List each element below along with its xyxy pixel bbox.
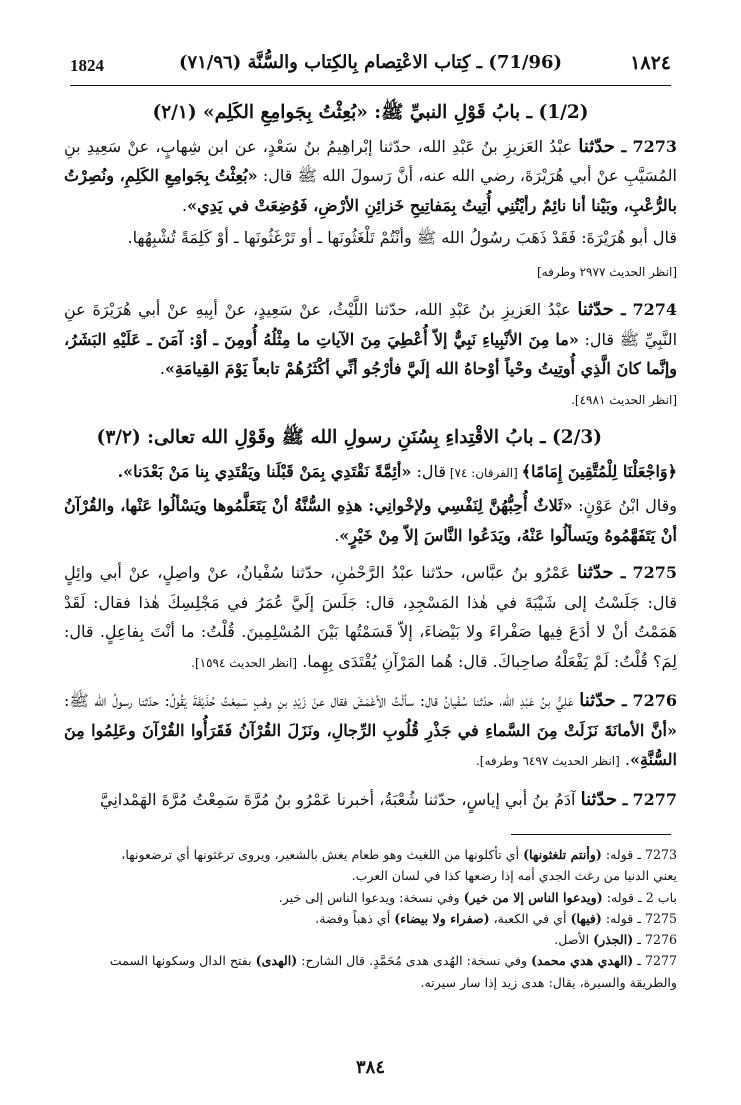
hadith-text: عَمْرُو بنُ عبَّاس، حدّثنا عبْدُ الرَّحْمٰنِ، حدّثنا سُفْيانُ، عنْ واصِلٍ، عنْ أبي وائِلٍ قال: جَلَسْتُ إلى شَيْبَةَ في هٰذا المَسْجِدِ، قال: جَلَسَ إلَيَّ عُمَرُ في مَجْلِسِكَ هٰذا فقال: لَقَدْ هَمَمْتُ أنْ لا أدَعَ فِيها صَفْراءَ ولا بَيْضاءَ، إلاّ قَسَمْتُها بَيْنَ المُسْلِمِينَ. قُلْتُ: ما أنْتَ بِفاعِلٍ. قال: لِمَ؟ قُلْتُ: لَمْ يَفْعَلْهُ صاحِباكَ. قال: هُما المَرْآنِ يُقْتَدَى بِهِما. [64,563,677,671]
footnote-7275: 7275 ـ قوله: (فيها) أي في الكعبة، (صفراء ولا بيضاء) أي ذهباً وفضة. [315,910,677,926]
hadith-lead: حدّثنا [577,299,614,320]
hadith-tail: . [182,195,188,215]
hadith-number: 7273 [632,136,678,156]
ibn-awn-quote: «ثَلاثٌ أُحِبُّهُنَّ لِنَفْسِي ولإخْوانِي: هذِهِ السُّنَّةُ أنْ يَتَعَلَّمُوها ويَسْألُوا عَنْها، والقُرْآنُ أنْ يَتَفَهَّمُوهُ ويَسألُوا عَنْهُ، ويَدَعُوا النَّاسَ إلاّ مِنْ خَيْرٍ» [64,496,677,545]
abu-huraira-note: قال أبو هُرَيْرَةَ: فَقَدْ ذَهَبَ رسُولُ الله ﷺ وأنْتُمْ تَلْغَثُونَها ـ أو تَرْغَثُونَها ـ أوْ كَلِمَةً تُشْبِهُها. [127,228,677,247]
ibn-awn-intro: وقال ابْنُ عَوْنٍ: [572,496,677,515]
page-number-arabic: ١٨٢٤ [630,52,671,74]
quran-verse: ﴿وَاجْعَلْنَا لِلْمُتَّقِينَ إِمَامًا﴾ [521,461,677,481]
ibn-awn-saying [64,491,677,550]
verse-reference: [الفرقان: ٧٤] [446,465,522,480]
page-number-latin: 1824 [70,56,104,75]
main-text [64,98,677,822]
hadith-number: 7275 [632,563,678,582]
footnote-7273-cont: يعني الدنيا من رغث الجدي أمه إذا رضعها كذا في لسان العرب. [351,868,677,884]
hadith-7277: 7277 ـ حدّثنا آدَمُ بنُ أبي إياسٍ، حدّثنا شُعْبَةُ، أخبرنا عَمْرُو بنُ مُرَّةَ سَمِعْتُ مُرَّةَ الهَمْدانِيَّ [99,788,677,810]
hadith-7273-ref [64,256,677,288]
footnote-bab-2: باب 2 ـ قوله: (ويدعوا الناس إلا من خير) وفي نسخة: ويدعوا الناس إلى خير. [278,889,677,905]
page-header [70,50,671,80]
cross-reference: [انظر الحديث ١٥٩٤]. [191,655,298,670]
hadith-matn: «أنَّ الأمانَةَ نَزَلَتْ مِنَ السَّماءِ في جَذْرِ قُلُوبِ الرِّجالِ، ونَزَلَ القُرْآنُ فَقَرَأُوا القُرْآنَ وعَلِمُوا مِنَ السُّنَّةِ» [64,720,677,769]
hadith-tail: . [159,359,165,378]
hadith-7276: 7276 ـ حدّثنا عَلِيُّ بنُ عَبْدِ الله، حدّثنا سُفْيانُ قال: سألْتُ الأعْمَشَ فقال عنْ زَيْدِ بنِ وهْبٍ سَمِعْتُ حُذَيْفَةَ يَقُولُ: حدّثنا رسولُ الله ﷺ: «أنَّ الأمانَةَ نَزَلَتْ مِنَ السَّماءِ في جَذْرِ قُلُوبِ الرِّجالِ، ونَزَلَ القُرْآنُ فَقَرَأُوا القُرْآنَ وعَلِمُوا مِنَ السُّنَّةِ». [انظر الحديث ٦٤٩٧ وطرفه]. [64,690,677,769]
hadith-lead: حدّثنا [578,135,615,157]
hadith-7274: 7274 ـ حدّثنا عبْدُ العَزيزِ بنُ عَبْدِ الله، حدّثنا اللَّيْثُ، عنْ سَعِيدٍ، عنْ أبِيهِ عنْ أبي هُرَيْرَةَ عنِ النَّبِيِّ ﷺ قال: «ما مِنَ الأنْبِياءِ نَبِيٌّ إلاّ أُعْطِيَ مِنَ الآياتِ ما مِثْلُهُ أُومِنَ ـ أوْ: آمَنَ ـ عَلَيْهِ البَشَرُ، وإنَّما كانَ الَّذِي أُوتِيتُ وحْياً أوْحاهُ الله إلَيَّ فأرْجُو أنِّي أكْثَرُهُمْ تابعاً يَوْمَ القِيامَةِ». [انظر الحديث ٤٩٨١]. [64,299,678,407]
hadith-isnad: عبْدُ العَزيزِ بنُ عَبْدِ الله، حدّثنا اللَّيْثُ، عنْ سَعِيدٍ، عنْ أبِيهِ عنْ أبي هُرَيْرَةَ عنِ النَّبِيِّ ﷺ قال: [64,300,678,349]
hadith-number: 7277 [632,789,677,809]
footnote-7273: 7273 ـ قوله: (وأنتم تلغثونها) أي تأكلونها من اللغيث وهو طعام يغش بالشعير، ويروى ترغثونها أي ترضعونها، [121,847,677,862]
hadith-isnad: عَلِيُّ بنُ عَبْدِ الله، حدّثنا سُفْيانُ قال: سألْتُ الأعْمَشَ فقال عنْ زَيْدِ بنِ وهْبٍ سَمِعْتُ حُذَيْفَةَ يَقُولُ: حدّثنا رسولُ الله ﷺ: [64,691,574,710]
hadith-lead: حدّثنا [580,788,618,810]
hadith-lead: حدّثنا [579,690,616,711]
footnote-divider [511,834,671,835]
hadith-7275: 7275 ـ حدّثنا عَمْرُو بنُ عبَّاس، حدّثنا عبْدُ الرَّحْمٰنِ، حدّثنا سُفْيانُ، عنْ واصِلٍ، عنْ أبي وائِلٍ قال: جَلَسْتُ إلى شَيْبَةَ في هٰذا المَسْجِدِ، قال: جَلَسَ إلَيَّ عُمَرُ في مَجْلِسِكَ هٰذا فقال: لَقَدْ هَمَمْتُ أنْ لا أدَعَ فِيها صَفْراءَ ولا بَيْضاءَ، إلاّ قَسَمْتُها بَيْنَ المُسْلِمِينَ. قُلْتُ: ما أنْتَ بِفاعِلٍ. قال: لِمَ؟ قُلْتُ: لَمْ يَفْعَلْهُ صاحِباكَ. قال: هُما المَرْآنِ يُقْتَدَى بِهِما. [انظر الحديث ١٥٩٤]. [64,562,678,671]
hadith-tail: . [619,750,630,769]
footnote-7277-cont: والطريقة والسيرة، يقال: هدى زيد إذا سار سيرته. [420,974,677,990]
quran-verse-line [64,457,677,489]
cross-reference: [انظر الحديث ٤٩٨١]. [571,392,677,407]
cross-reference: [انظر الحديث ٦٤٩٧ وطرفه]. [475,754,620,768]
verse-said: قال: [411,461,446,481]
cross-reference: [انظر الحديث ٢٩٧٧ وطرفه] [536,264,677,279]
athar-text: «أئِمَّةً نَقْتَدِي بِمَنْ قَبْلَنا ويَقْتَدِي بِنا مَنْ بَعْدَنا». [117,461,412,481]
hadith-isnad: عبْدُ العَزيزِ بنُ عَبْدِ الله، حدّثنا إبْراهِيمُ بنُ سَعْدٍ، عن ابن شِهابٍ، عنْ سَعِيدِ بنِ المُسَيَّبِ عنْ أبي هُرَيْرَةَ، رضي الله عنه، أنَّ رَسولَ الله ﷺ قال: [64,136,677,185]
header-divider [70,85,671,86]
hadith-matn: «بُعِثْتُ بِجَوامِعِ الكَلِمِ، ونُصِرْتُ بالرُّعْبِ، وبَيْنا أنا نائِمٌ رأيْتُنِي أُتِيتُ بِمَفاتِيحِ خَزائِنِ الأرْضِ، فَوُضِعَتْ في يَدِي» [64,166,677,215]
hadith-matn: «ما مِنَ الأنْبِياءِ نَبِيٌّ إلاّ أُعْطِيَ مِنَ الآياتِ ما مِثْلُهُ أُومِنَ ـ أوْ: آمَنَ ـ عَلَيْهِ البَشَرُ، وإنَّما كانَ الَّذِي أُوتِيتُ وحْياً أوْحاهُ الله إلَيَّ فأرْجُو أنِّي أكْثَرُهُمْ تابعاً يَوْمَ القِيامَةِ» [64,329,677,378]
footnotes [64,844,677,993]
hadith-text: آدَمُ بنُ أبي إياسٍ، حدّثنا شُعْبَةُ، أخبرنا عَمْرُو بنُ مُرَّةَ سَمِعْتُ مُرَّةَ الهَمْدانِيَّ [99,789,576,809]
running-title: (71/96) ـ كِتاب الاعْتِصام بِالكِتاب والسُّنَّة (٧١/٩٦) [178,52,563,73]
hadith-7273: 7273 ـ حدّثنا عبْدُ العَزيزِ بنُ عَبْدِ الله، حدّثنا إبْراهِيمُ بنُ سَعْدٍ، عن ابن شِهابٍ، عنْ سَعِيدِ بنِ المُسَيَّبِ عنْ أبي هُرَيْرَةَ، رضي الله عنه، أنَّ رَسولَ الله ﷺ قال: «بُعِثْتُ بِجَوامِعِ الكَلِمِ، ونُصِرْتُ بالرُّعْبِ، وبَيْنا أنا نائِمٌ رأيْتُنِي أُتِيتُ بِمَفاتِيحِ خَزائِنِ الأرْضِ، فَوُضِعَتْ في يَدِي». [64,135,678,215]
hadith-number: 7276 [632,691,677,710]
hadith-number: 7274 [632,300,677,319]
footnote-7276: 7276 ـ (الجذر) الأصل. [554,932,677,948]
footnote-7277: 7277 ـ (الهدي هدي محمد) وفي نسخة: الهُدى هدى مُحَمَّدٍ. قال الشارح: (الهدى) بفتح الدال وسكونها السمت [109,953,677,969]
hadith-lead: حدّثنا [577,562,614,583]
page-footer-number: ٣٨٤ [355,1057,385,1078]
ibn-awn-end: . [334,525,340,545]
chapter-heading-2: (2/3) ـ بابُ الاقْتِداءِ بِسُنَنِ رسولِ الله ﷺ وقَوْلِ الله تعالى: (٣/٢) [96,427,602,448]
chapter-heading-1: (1/2) ـ بابُ قَوْلِ النبيِّ ﷺ: «بُعِثْتُ بِجَوامِعِ الكَلِم» (٢/١) [152,102,589,123]
